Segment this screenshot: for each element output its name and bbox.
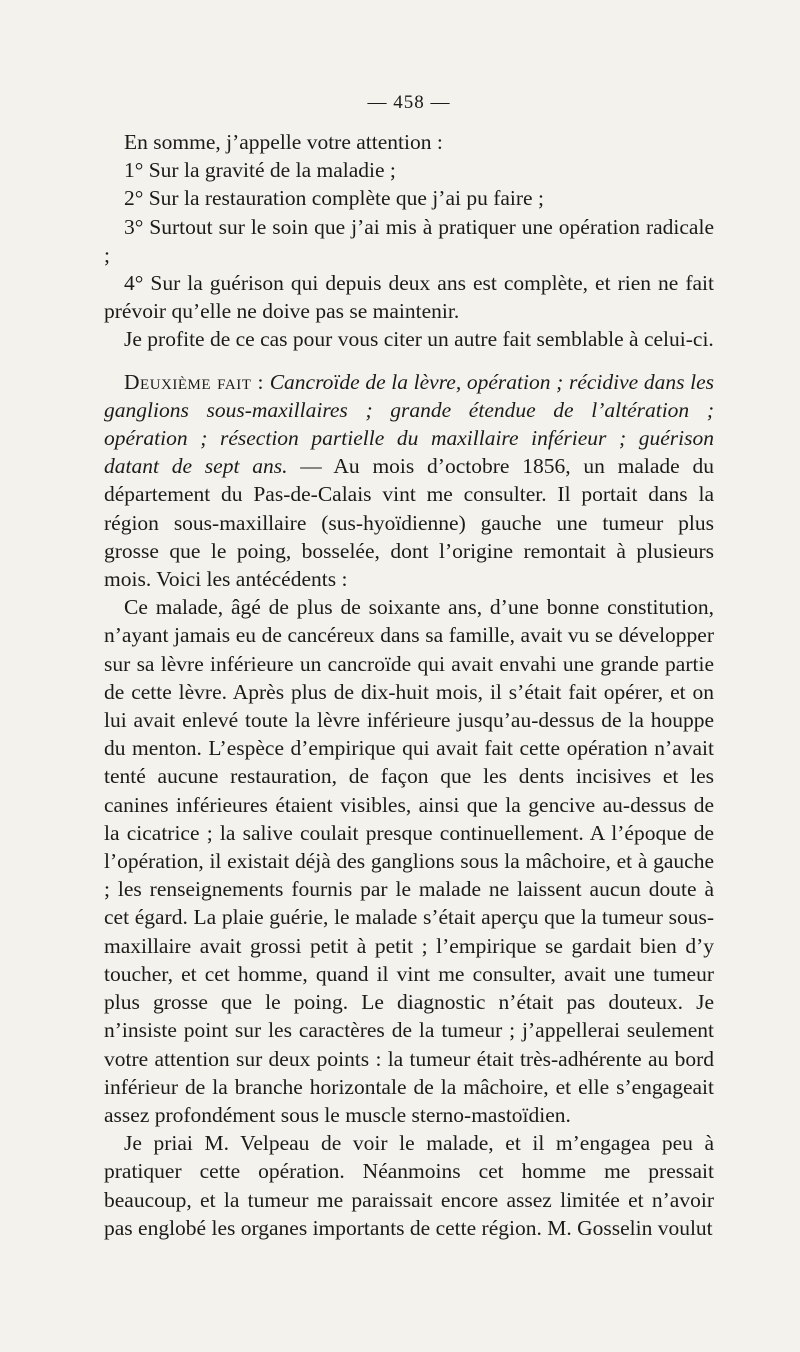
paragraph-2: Je profite de ce cas pour vous citer un autre fait semblable à celui-ci. xyxy=(124,327,714,352)
list-item-1: 1° Sur la gravité de la maladie ; xyxy=(124,158,396,183)
case-summary: Cancroïde de la lèvre, opération ; récidive dans les ganglions sous-maxillaires ; grande étendue de l’altération ; opération ; résection partielle du maxillaire inférieur ; guérison datant de sept ans. xyxy=(104,369,715,479)
paragraph-continued: Je priai M. Velpeau de voir le malade, et il m’engagea peu à pratiquer cette opération. Néanmoins cet homme me pressait beaucoup, et la tumeur me paraissait encore assez limitée et n’avoir pas englobé les organes importants de cette région. M. Gosselin voulut xyxy=(104,1131,714,1240)
list-item-4: 4° Sur la guérison qui depuis deux ans est complète, et rien ne fait prévoir qu’elle ne doive pas se maintenir. xyxy=(104,271,714,324)
list-item-2: 2° Sur la restauration complète que j’ai pu faire ; xyxy=(124,186,544,211)
case-paragraph xyxy=(104,368,714,594)
page-number: — 458 — xyxy=(367,92,451,113)
case-heading: Deuxième fait : xyxy=(124,369,265,394)
case-body: — Au mois d’octobre 1856, un malade du département du Pas-de-Calais vint me consulter. Il portait dans la région sous-maxillaire (sus-hyoïdienne) gauche une tumeur plus grosse que le poing, bosselée, dont l’origine remontait à plusieurs mois. Voici les antécédents : xyxy=(104,454,715,592)
list-item-3: 3° Surtout sur le soin que j’ai mis à pratiquer une opération radicale ; xyxy=(104,214,714,267)
body-text xyxy=(104,128,714,1242)
paragraph-1: En somme, j’appelle votre attention : xyxy=(124,130,443,154)
paragraph-history: Ce malade, âgé de plus de soixante ans, d’une bonne constitution, n’ayant jamais eu de cancéreux dans sa famille, avait vu se développer sur sa lèvre inférieure un cancroïde qui avait envahi une grande partie de cette lèvre. Après plus de dix-huit mois, il s’était fait opérer, et on lui avait enlevé toute la lèvre inférieure jusqu’au-dessus de la houppe du menton. L’espèce d’empirique qui avait fait cette opération n’avait tenté aucune restauration, de façon que les dents incisives et les canines inférieures étaient visibles, ainsi que la gencive au-dessus de la cicatrice ; la salive coulait presque continuellement. A l’époque de l’opération, il existait déjà des ganglions sous la mâchoire, et à gauche ; les renseignements fournis par le malade ne laissent aucun doute à cet égard. La plaie guérie, le malade s’était aperçu que la tumeur sous-maxillaire avait grossi petit à petit ; l’empirique se gardait bien d’y toucher, et cet homme, quand il vint me consulter, avait une tumeur plus grosse que le poing. Le diagnostic n’était pas douteux. Je n’insiste point sur les caractères de la tumeur ; j’appellerai seulement votre attention sur deux points : la tumeur était très-adhérente au bord inférieur de la branche horizontale de la mâchoire, et elle s’engageait assez profondément sous le muscle sterno-mastoïdien. xyxy=(104,595,714,1127)
